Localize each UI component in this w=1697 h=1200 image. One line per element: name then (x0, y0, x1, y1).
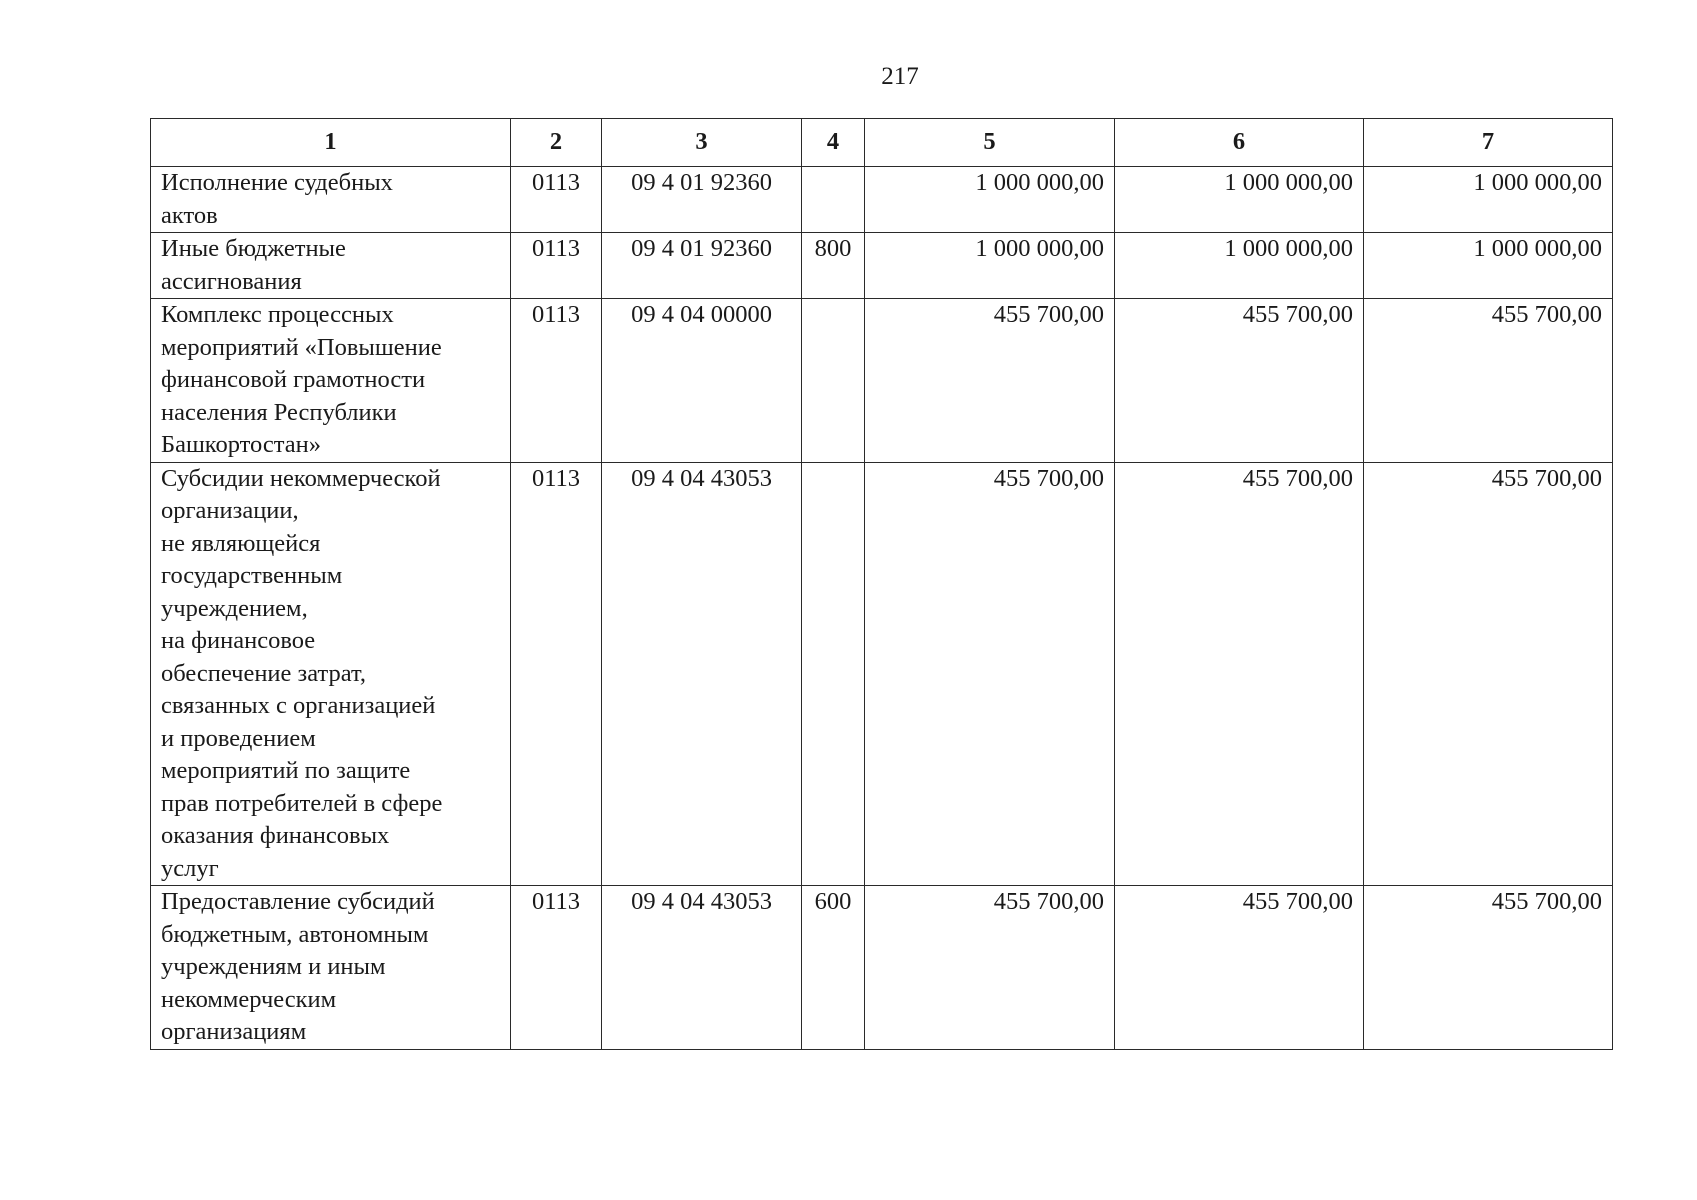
amount-cell: 455 700,00 (1364, 299, 1613, 463)
table-row (151, 299, 1613, 463)
expense-type-code (802, 299, 865, 463)
section-code: 0113 (511, 462, 602, 886)
target-code: 09 4 04 43053 (602, 886, 802, 1050)
row-name-line: прав потребителей в сфере (161, 789, 443, 817)
expense-type-code: 800 (802, 233, 865, 299)
column-header: 5 (865, 119, 1115, 167)
row-name-line: Иные бюджетные (161, 235, 346, 262)
column-header: 1 (151, 119, 511, 167)
column-header: 4 (802, 119, 865, 167)
row-name (151, 886, 511, 1050)
row-name-line: и проведением (161, 724, 316, 752)
section-code: 0113 (511, 886, 602, 1050)
target-code: 09 4 04 43053 (602, 462, 802, 886)
amount-cell: 1 000 000,00 (1364, 233, 1613, 299)
section-code: 0113 (511, 299, 602, 463)
row-name (151, 299, 511, 463)
column-header: 2 (511, 119, 602, 167)
row-name-line: Субсидии некоммерческой (161, 464, 441, 492)
row-name-line: государственным (161, 562, 343, 589)
amount-cell: 455 700,00 (1115, 886, 1364, 1050)
table-row (151, 462, 1613, 886)
row-name-line: мероприятий по защите (161, 757, 411, 784)
row-name-line: финансовой грамотности (161, 366, 426, 393)
budget-table (150, 118, 1613, 1050)
row-name-line: не являющейся (161, 529, 321, 557)
row-name-line: Башкортостан» (161, 431, 322, 458)
table-header-row (151, 119, 1613, 167)
row-name-line: оказания финансовых (161, 822, 390, 849)
row-name (151, 233, 511, 299)
section-code: 0113 (511, 233, 602, 299)
row-name-line: ассигнования (161, 267, 302, 295)
target-code: 09 4 01 92360 (602, 167, 802, 233)
row-name (151, 462, 511, 886)
row-name-line: Исполнение судебных (161, 169, 393, 196)
column-header: 6 (1115, 119, 1364, 167)
row-name-line: на финансовое (161, 627, 316, 654)
expense-type-code: 600 (802, 886, 865, 1050)
amount-cell: 455 700,00 (865, 886, 1115, 1050)
row-name (151, 167, 511, 233)
row-name-line: мероприятий «Повышение (161, 333, 442, 361)
table-row (151, 233, 1613, 299)
amount-cell: 455 700,00 (865, 299, 1115, 463)
row-name-line: организации, (161, 497, 299, 524)
section-code: 0113 (511, 167, 602, 233)
amount-cell: 1 000 000,00 (1115, 233, 1364, 299)
amount-cell: 455 700,00 (1115, 299, 1364, 463)
table-row (151, 167, 1613, 233)
amount-cell: 1 000 000,00 (1364, 167, 1613, 233)
amount-cell: 455 700,00 (1364, 462, 1613, 886)
column-header: 3 (602, 119, 802, 167)
row-name-line: обеспечение затрат, (161, 659, 366, 687)
row-name-line: учреждениям и иным (161, 953, 386, 980)
amount-cell: 455 700,00 (1364, 886, 1613, 1050)
expense-type-code (802, 167, 865, 233)
table-row (151, 886, 1613, 1050)
target-code: 09 4 04 00000 (602, 299, 802, 463)
column-header: 7 (1364, 119, 1613, 167)
row-name-line: организациям (161, 1018, 307, 1045)
row-name-line: актов (161, 201, 218, 229)
row-name-line: связанных с организацией (161, 692, 436, 719)
row-name-line: учреждением, (161, 594, 308, 622)
row-name-line: бюджетным, автономным (161, 920, 429, 948)
row-name-line: некоммерческим (161, 985, 337, 1013)
target-code: 09 4 01 92360 (602, 233, 802, 299)
expense-type-code (802, 462, 865, 886)
amount-cell: 455 700,00 (865, 462, 1115, 886)
amount-cell: 1 000 000,00 (1115, 167, 1364, 233)
row-name-line: населения Республики (161, 398, 397, 426)
amount-cell: 1 000 000,00 (865, 167, 1115, 233)
row-name-line: услуг (161, 854, 219, 882)
row-name-line: Предоставление субсидий (161, 888, 435, 915)
row-name-line: Комплекс процессных (161, 301, 394, 328)
page-number: 217 (881, 63, 919, 90)
amount-cell: 455 700,00 (1115, 462, 1364, 886)
amount-cell: 1 000 000,00 (865, 233, 1115, 299)
